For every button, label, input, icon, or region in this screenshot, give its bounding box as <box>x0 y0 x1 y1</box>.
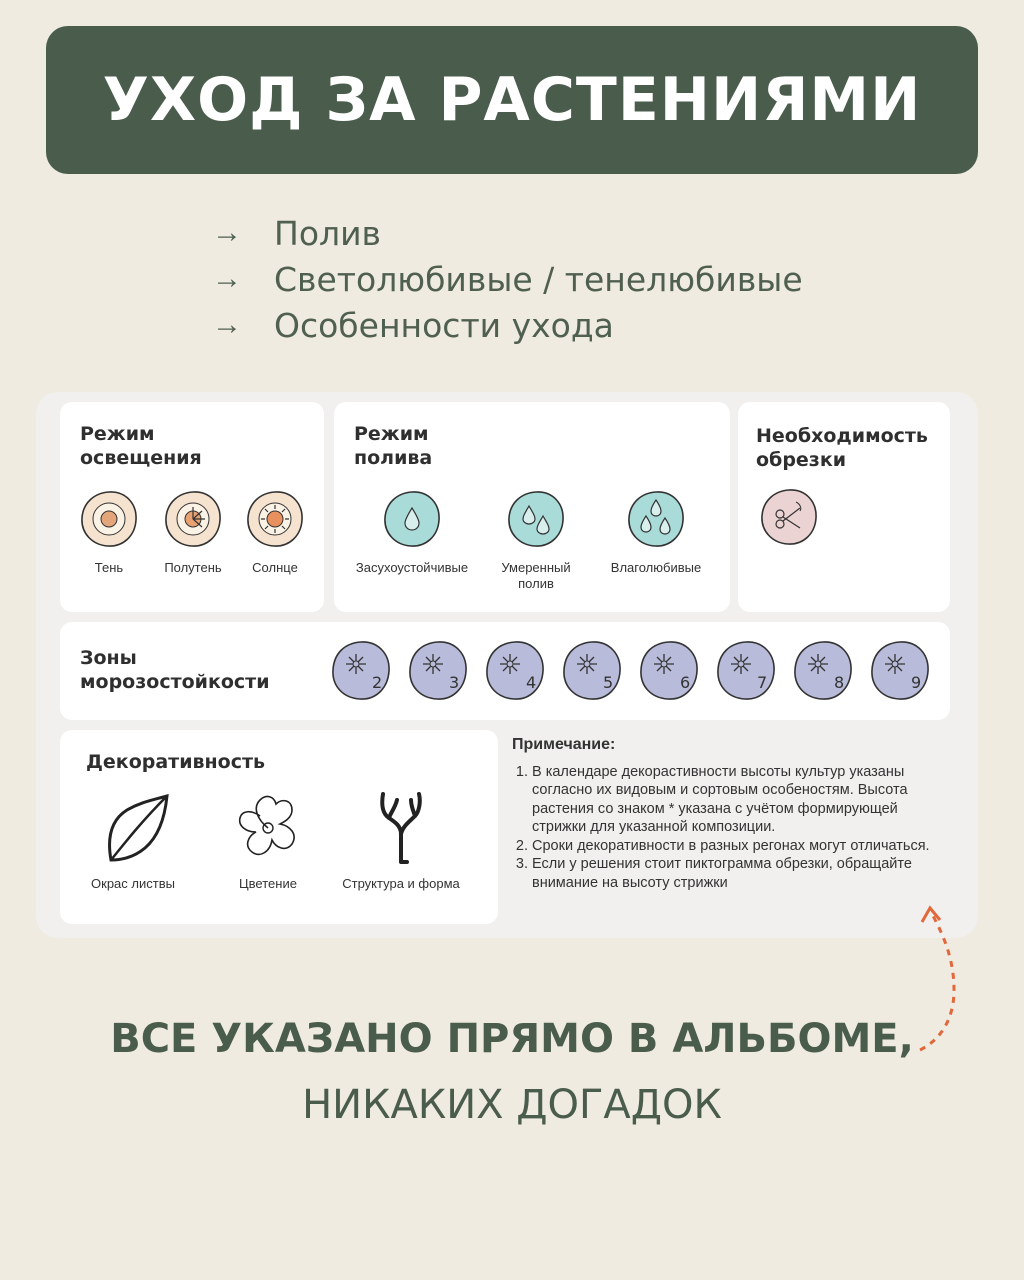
zone-number: 2 <box>372 673 383 692</box>
arrow-right-icon: → <box>212 308 242 341</box>
half-shade-caption: Полутень <box>164 560 222 575</box>
half-sun-icon <box>162 488 224 550</box>
bullet-item-light <box>212 256 803 302</box>
watering-title-line2: полива <box>354 447 433 469</box>
bullet-text: Особенности ухода <box>274 305 614 345</box>
bullet-item-watering <box>212 210 803 256</box>
sun-item <box>232 488 318 576</box>
pruning-item <box>756 486 822 550</box>
single-drop-icon <box>381 488 443 550</box>
bullet-item-care <box>212 302 803 348</box>
foliage-item <box>76 790 190 892</box>
zone-number: 5 <box>603 673 614 692</box>
frost-card <box>60 622 950 720</box>
structure-item <box>326 790 476 892</box>
snowflake-zone-icon <box>328 638 394 704</box>
moderate-item <box>484 488 588 592</box>
branch-icon <box>361 790 441 866</box>
note-item: 3. Если у решения стоит пиктограмма обрезки, обращайте внимание на высоту стрижки <box>532 855 932 892</box>
frost-title-line2: морозостойкости <box>80 671 270 693</box>
shade-icon <box>78 488 140 550</box>
zone-number: 4 <box>526 673 537 692</box>
three-drops-icon <box>625 488 687 550</box>
header-banner <box>46 26 978 174</box>
decor-card <box>60 730 498 924</box>
snowflake-zone-icon <box>713 638 779 704</box>
two-drops-icon <box>505 488 567 550</box>
note-item: 1. В календаре декорастивности высоты культур указаны согласно их видовым и сортовым особеностям. Высота растения со знаком * указана с учётом формирующей стрижки для указанной композиции. <box>532 763 932 837</box>
wet-caption: Влаголюбивые <box>610 560 702 575</box>
pruning-title-line1: Необходимость <box>756 425 928 447</box>
pruning-title <box>756 424 928 472</box>
sun-icon <box>244 488 306 550</box>
note-block <box>512 736 932 892</box>
frost-title-line1: Зоны <box>80 647 137 669</box>
zone-number: 7 <box>757 673 768 692</box>
foliage-caption: Окрас листвы <box>91 876 175 891</box>
bullet-text: Полив <box>274 213 381 253</box>
scissors-icon <box>756 486 822 550</box>
drought-item <box>346 488 478 576</box>
snowflake-zone-icon <box>867 638 933 704</box>
page-title: УХОД ЗА РАСТЕНИЯМИ <box>102 65 922 135</box>
bullet-list <box>212 210 803 348</box>
snowflake-zone-icon <box>482 638 548 704</box>
snowflake-zone-icon <box>405 638 471 704</box>
decor-title: Декоративность <box>86 751 265 773</box>
wet-item <box>594 488 718 576</box>
zone-number: 8 <box>834 673 845 692</box>
bloom-item <box>220 790 316 892</box>
drought-caption: Засухоустойчивые <box>355 560 469 575</box>
lighting-title <box>80 422 202 470</box>
lighting-card <box>60 402 324 612</box>
moderate-caption <box>484 560 588 592</box>
watering-card <box>334 402 730 612</box>
note-item: 2. Сроки декоративности в разных регонах могут отличаться. <box>532 837 932 856</box>
zone-number: 9 <box>911 673 922 692</box>
snowflake-zone-icon <box>559 638 625 704</box>
moderate-caption-line1: Умеренный <box>501 560 571 575</box>
note-list <box>512 763 932 893</box>
frost-title <box>80 646 270 694</box>
shade-item <box>66 488 152 576</box>
pruning-card <box>738 402 950 612</box>
note-title: Примечание: <box>512 736 616 753</box>
bloom-caption: Цветение <box>239 876 297 891</box>
zone-number: 6 <box>680 673 691 692</box>
lighting-title-line1: Режим <box>80 423 155 445</box>
arrow-right-icon: → <box>212 262 242 295</box>
snowflake-zone-icon <box>790 638 856 704</box>
arrow-right-icon: → <box>212 216 242 249</box>
moderate-caption-line2: полив <box>518 576 554 591</box>
lighting-title-line2: освещения <box>80 447 202 469</box>
half-shade-item <box>150 488 236 576</box>
flower-icon <box>228 790 308 866</box>
snowflake-zone-icon <box>636 638 702 704</box>
bottom-headline: ВСЕ УКАЗАНО ПРЯМО В АЛЬБОМЕ, <box>110 1016 914 1062</box>
zone-number: 3 <box>449 673 460 692</box>
leaf-icon <box>93 790 173 866</box>
watering-title-line1: Режим <box>354 423 429 445</box>
structure-caption: Структура и форма <box>342 876 460 891</box>
bullet-text: Светолюбивые / тенелюбивые <box>274 259 803 299</box>
pruning-title-line2: обрезки <box>756 449 847 471</box>
shade-caption: Тень <box>94 560 124 575</box>
sun-caption: Солнце <box>252 560 298 575</box>
bottom-subline: НИКАКИХ ДОГАДОК <box>302 1082 722 1128</box>
watering-title <box>354 422 432 470</box>
